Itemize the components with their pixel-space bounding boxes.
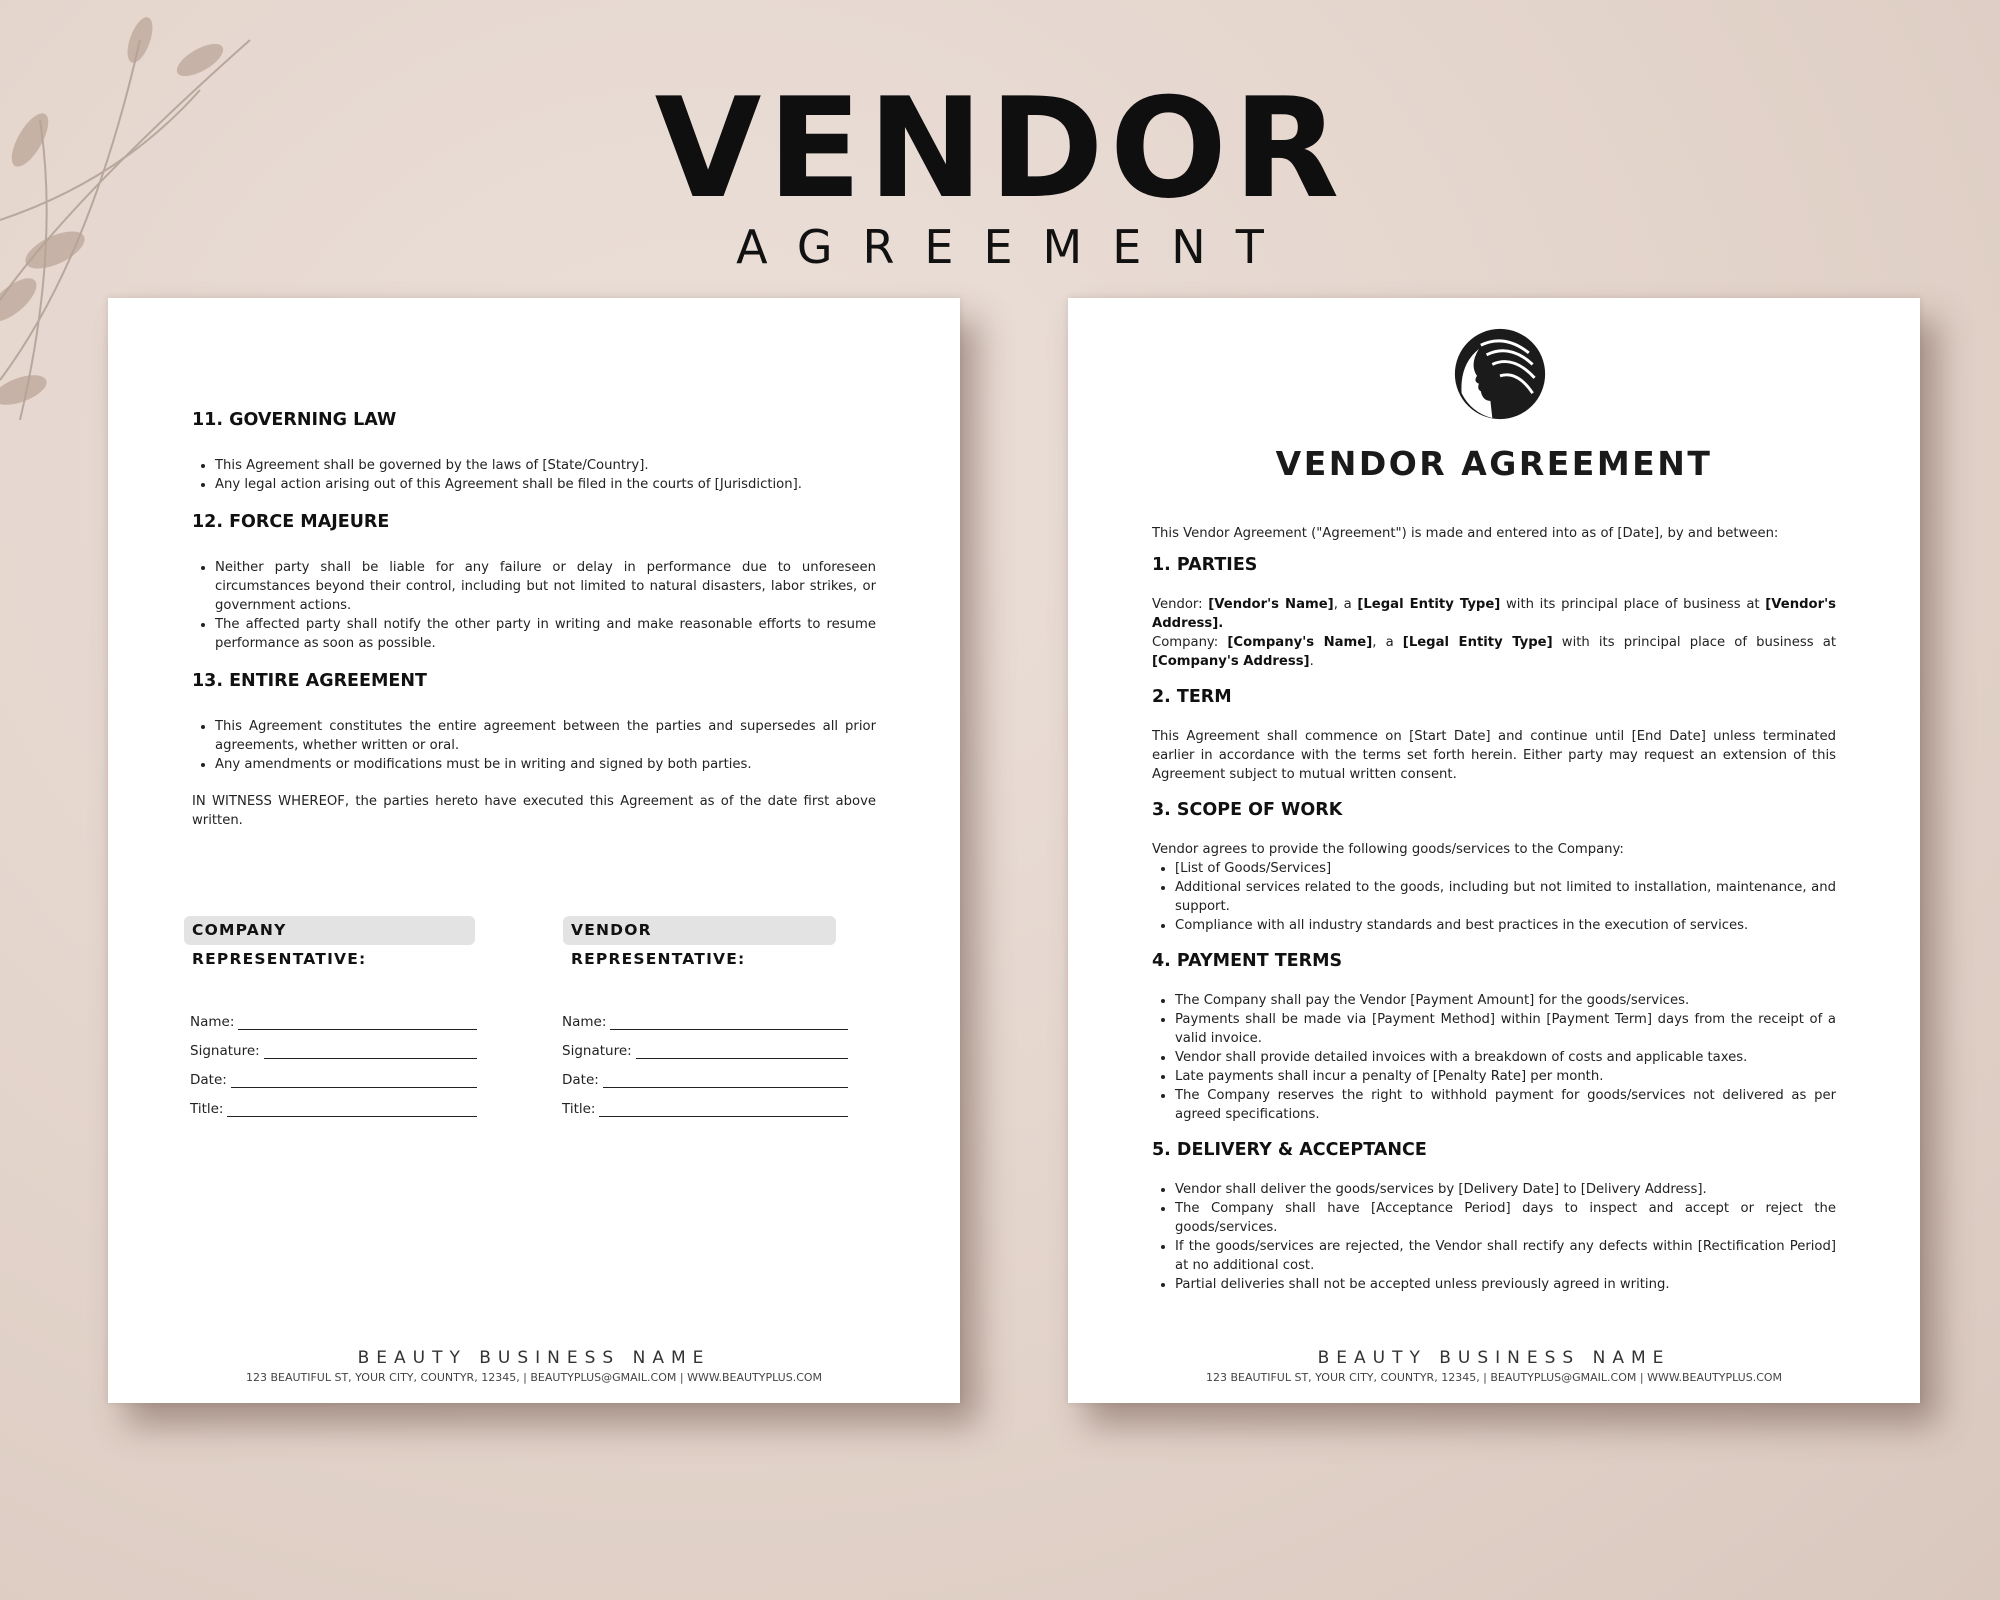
list-item: • Neither party shall be liable for any failure or delay in performance due to unforeseen circumstances beyond their control, including but not limited to natural disasters, labor strikes, or government actions. — [215, 558, 876, 615]
footer-business-name: BEAUTY BUSINESS NAME — [1317, 1348, 1671, 1368]
text-run: . — [1309, 654, 1314, 669]
woman-profile-logo-icon — [1452, 326, 1548, 422]
field-label: Date: — [562, 1072, 599, 1088]
text-run: , a — [1333, 597, 1358, 612]
term-paragraph: This Agreement shall commence on [Start Date] and continue until [End Date] unless terminated earlier in accordance with the terms set forth herein. Either party may request an extension of this Agreement subject to mutual written consent. — [1152, 729, 1836, 782]
section-heading: 11. GOVERNING LAW — [192, 410, 397, 430]
list-item: • The Company reserves the right to withhold payment for goods/services not delivered as per agreed specifications. — [1175, 1086, 1836, 1124]
list-item: • Vendor shall provide detailed invoices with a breakdown of costs and applicable taxes. — [1175, 1048, 1836, 1067]
field-label: Name: — [562, 1014, 607, 1030]
section-heading-delivery: 5. DELIVERY & ACCEPTANCE — [1152, 1140, 1427, 1160]
list-item: • [List of Goods/Services] — [1175, 859, 1836, 878]
list-item: • Vendor shall deliver the goods/services by [Delivery Date] to [Delivery Address]. — [1175, 1180, 1836, 1199]
vendor-entity-placeholder: [Legal Entity Type] — [1357, 597, 1501, 612]
field-label: Date: — [190, 1072, 227, 1088]
section-force-majeure — [192, 512, 876, 653]
section-heading: 12. FORCE MAJEURE — [192, 512, 390, 532]
section-entire-agreement — [192, 671, 876, 774]
section-heading-term: 2. TERM — [1152, 687, 1232, 707]
field-label: Signature: — [562, 1043, 632, 1059]
name-line[interactable] — [238, 1015, 477, 1030]
page-1-body — [1152, 524, 1836, 1312]
signature-field[interactable] — [562, 1030, 848, 1059]
signature-field[interactable] — [190, 1030, 477, 1059]
list-item: • This Agreement shall be governed by the laws of [State/Country]. — [215, 456, 876, 475]
list-item: • Compliance with all industry standards and best practices in the execution of services. — [1175, 916, 1836, 935]
vendor-signature-block — [562, 1001, 848, 1117]
list-item: • Any legal action arising out of this Agreement shall be filed in the courts of [Jurisdiction]. — [215, 475, 876, 494]
company-address-placeholder: [Company's Address] — [1152, 654, 1310, 669]
vendor-label: Vendor: — [1152, 597, 1209, 612]
signature-line[interactable] — [264, 1044, 477, 1059]
list-item: • The affected party shall notify the other party in writing and make reasonable efforts to resume performance as soon as possible. — [215, 615, 876, 653]
list-item: • Partial deliveries shall not be accepted unless previously agreed in writing. — [1175, 1275, 1836, 1294]
list-item: • The Company shall have [Acceptance Period] days to inspect and accept or reject the goods/services. — [1175, 1199, 1836, 1237]
hero-title: VENDOR — [654, 68, 1346, 229]
agreement-page-1 — [1068, 298, 1920, 1403]
field-label: Title: — [562, 1101, 596, 1117]
text-run: , a — [1372, 635, 1403, 650]
list-item: • If the goods/services are rejected, the Vendor shall rectify any defects within [Rectification Period] at no additional cost. — [1175, 1237, 1836, 1275]
signature-line[interactable] — [636, 1044, 848, 1059]
section-heading-payment: 4. PAYMENT TERMS — [1152, 951, 1343, 971]
title-field[interactable] — [562, 1088, 848, 1117]
text-run: with its principal place of business at — [1500, 597, 1766, 612]
company-label: Company: — [1152, 635, 1228, 650]
company-representative-label: COMPANY REPRESENTATIVE: — [184, 916, 475, 945]
name-field[interactable] — [562, 1001, 848, 1030]
company-party — [1152, 633, 1836, 671]
agreement-page-2 — [108, 298, 960, 1403]
section-heading-scope: 3. SCOPE OF WORK — [1152, 800, 1343, 820]
date-field[interactable] — [190, 1059, 477, 1088]
field-label: Signature: — [190, 1043, 260, 1059]
hero-subtitle: AGREEMENT — [736, 220, 1294, 274]
footer-address: 123 BEAUTIFUL ST, YOUR CITY, COUNTYR, 12345, | BEAUTYPLUS@GMAIL.COM | WWW.BEAUTYPLUS.COM — [245, 1371, 823, 1384]
field-label: Title: — [190, 1101, 224, 1117]
vendor-representative-label: VENDOR REPRESENTATIVE: — [563, 916, 836, 945]
company-entity-placeholder: [Legal Entity Type] — [1402, 635, 1553, 650]
text-run: with its principal place of business at — [1552, 635, 1836, 650]
scope-intro: Vendor agrees to provide the following goods/services to the Company: — [1152, 842, 1624, 857]
intro-paragraph: This Vendor Agreement ("Agreement") is made and entered into as of [Date], by and between: — [1152, 526, 1779, 541]
date-field[interactable] — [562, 1059, 848, 1088]
company-name-placeholder: [Company's Name] — [1227, 635, 1373, 650]
witness-statement: IN WITNESS WHEREOF, the parties hereto have executed this Agreement as of the date first above written. — [192, 794, 876, 828]
field-label: Name: — [190, 1014, 235, 1030]
footer-address: 123 BEAUTIFUL ST, YOUR CITY, COUNTYR, 12345, | BEAUTYPLUS@GMAIL.COM | WWW.BEAUTYPLUS.COM — [1205, 1371, 1783, 1384]
document-title: VENDOR AGREEMENT — [1275, 444, 1713, 483]
page-2-body — [192, 410, 876, 844]
list-item: • This Agreement constitutes the entire agreement between the parties and supersedes all prior agreements, whether written or oral. — [215, 717, 876, 755]
section-governing-law — [192, 410, 876, 494]
title-line[interactable] — [599, 1102, 848, 1117]
list-item: • The Company shall pay the Vendor [Payment Amount] for the goods/services. — [1175, 991, 1836, 1010]
title-line[interactable] — [227, 1102, 477, 1117]
list-item: • Payments shall be made via [Payment Method] within [Payment Term] days from the receipt of a valid invoice. — [1175, 1010, 1836, 1048]
title-field[interactable] — [190, 1088, 477, 1117]
section-heading: 13. ENTIRE AGREEMENT — [192, 671, 427, 691]
list-item: • Any amendments or modifications must be in writing and signed by both parties. — [215, 755, 876, 774]
date-line[interactable] — [231, 1073, 477, 1088]
company-signature-block — [190, 1001, 477, 1117]
vendor-party — [1152, 595, 1836, 633]
date-line[interactable] — [603, 1073, 848, 1088]
section-heading-parties: 1. PARTIES — [1152, 555, 1258, 575]
vendor-name-placeholder: [Vendor's Name] — [1208, 597, 1334, 612]
list-item: • Additional services related to the goods, including but not limited to installation, maintenance, and support. — [1175, 878, 1836, 916]
vendor-address-placeholder: [Vendor's Address]. — [1152, 597, 1836, 631]
name-line[interactable] — [610, 1015, 848, 1030]
list-item: • Late payments shall incur a penalty of [Penalty Rate] per month. — [1175, 1067, 1836, 1086]
name-field[interactable] — [190, 1001, 477, 1030]
footer-business-name: BEAUTY BUSINESS NAME — [357, 1348, 711, 1368]
